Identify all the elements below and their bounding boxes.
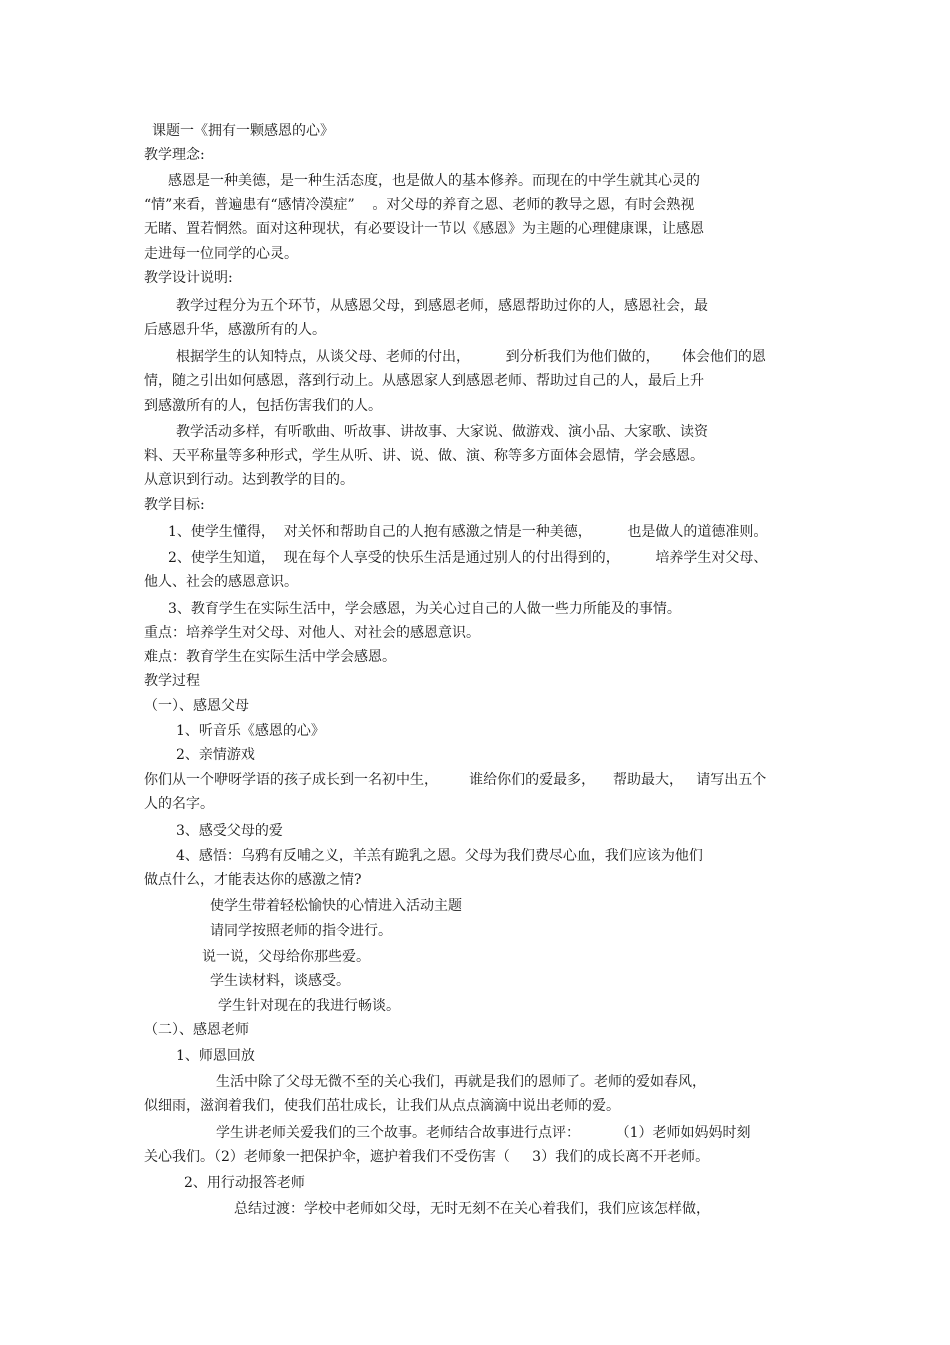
activity-line: 使学生带着轻松愉快的心情进入活动主题 <box>210 898 462 914</box>
section-heading: 教学目标: <box>144 497 205 513</box>
paragraph-line: 生活中除了父母无微不至的关心我们，再就是我们的恩师了。老师的爱如春风， <box>216 1074 706 1090</box>
activity-line: 学生读材料，谈感受。 <box>210 973 350 989</box>
paragraph-line: 教学活动多样，有听歌曲、听故事、讲故事、大家说、做游戏、演小品、大家歌、读资 <box>176 424 708 440</box>
objective-item: 1、使学生懂得， 对关怀和帮助自己的人抱有感激之情是一种美德， 也是做人的道德准则。 <box>168 524 768 540</box>
objective-item: 3、教育学生在实际生活中，学会感恩，为关心过自己的人做一些力所能及的事情。 <box>168 601 681 617</box>
lesson-title: 课题一《拥有一颗感恩的心》 <box>152 123 334 139</box>
paragraph-line: 感恩是一种美德，是一种生活态度，也是做人的基本修养。而现在的中学生就其心灵的 <box>168 173 700 189</box>
subsection-heading: （一）、感恩父母 <box>144 698 249 714</box>
paragraph-line: 做点什么，才能表达你的感激之情? <box>144 872 362 888</box>
paragraph-line: 根据学生的认知特点，从谈父母、老师的付出， 到分析我们为他们做的， 体会他们的恩 <box>176 349 766 365</box>
paragraph-line: 总结过渡：学校中老师如父母，无时无刻不在关心着我们，我们应该怎样做， <box>234 1201 710 1217</box>
section-heading: 教学过程 <box>144 673 200 689</box>
list-item: 4、感悟：乌鸦有反哺之义，羊羔有跪乳之恩。父母为我们费尽心血，我们应该为他们 <box>176 848 703 864</box>
paragraph-line: 你们从一个咿呀学语的孩子成长到一名初中生， 谁给你们的爱最多， 帮助最大， 请写出五个 <box>144 772 767 788</box>
objective-item: 2、使学生知道， 现在每个人享受的快乐生活是通过别人的付出得到的， 培养学生对父母、 <box>168 550 768 566</box>
subsection-heading: （二）、感恩老师 <box>144 1022 249 1038</box>
paragraph-line: 学生讲老师关爱我们的三个故事。老师结合故事进行点评： （1）老师如妈妈时刻 <box>216 1125 751 1141</box>
section-heading: 教学理念: <box>144 147 205 163</box>
key-point: 重点：培养学生对父母、对他人、对社会的感恩意识。 <box>144 625 480 641</box>
paragraph-line: 情，随之引出如何感恩，落到行动上。从感恩家人到感恩老师、帮助过自己的人，最后上升 <box>144 373 704 389</box>
paragraph-line: 后感恩升华，感激所有的人。 <box>144 322 326 338</box>
paragraph-line: 关心我们。（2）老师象一把保护伞，遮护着我们不受伤害（ 3）我们的成长离不开老师。 <box>144 1149 710 1165</box>
paragraph-line: 到感激所有的人，包括伤害我们的人。 <box>144 398 382 414</box>
list-item: 2、用行动报答老师 <box>184 1175 305 1191</box>
activity-line: 说一说，父母给你那些爱。 <box>202 949 370 965</box>
difficult-point: 难点：教育学生在实际生活中学会感恩。 <box>144 649 396 665</box>
paragraph-line: 人的名字。 <box>144 796 214 812</box>
paragraph-line: 教学过程分为五个环节，从感恩父母，到感恩老师，感恩帮助过你的人，感恩社会，最 <box>176 298 708 314</box>
list-item: 3、感受父母的爱 <box>176 823 283 839</box>
list-item: 1、听音乐《感恩的心》 <box>176 723 325 739</box>
activity-line: 请同学按照老师的指令进行。 <box>210 923 392 939</box>
paragraph-line: 从意识到行动。达到教学的目的。 <box>144 472 354 488</box>
paragraph-line: 料、天平称量等多种形式，学生从听、讲、说、做、演、称等多方面体会恩情，学会感恩。 <box>144 448 704 464</box>
activity-line: 学生针对现在的我进行畅谈。 <box>218 998 400 1014</box>
paragraph-line: 无睹、置若惘然。面对这种现状，有必要设计一节以《感恩》为主题的心理健康课，让感恩 <box>144 221 704 237</box>
paragraph-line: “情”来看，普遍患有“感情冷漠症” 。对父母的养育之恩、老师的教导之恩，有时会熟视 <box>144 197 695 213</box>
paragraph-line: 似细雨，滋润着我们，使我们茁壮成长，让我们从点点滴滴中说出老师的爱。 <box>144 1098 620 1114</box>
paragraph-line: 走进每一位同学的心灵。 <box>144 246 298 262</box>
list-item: 2、亲情游戏 <box>176 747 255 763</box>
section-heading: 教学设计说明: <box>144 270 233 286</box>
paragraph-line: 他人、社会的感恩意识。 <box>144 574 298 590</box>
list-item: 1、师恩回放 <box>176 1048 255 1064</box>
